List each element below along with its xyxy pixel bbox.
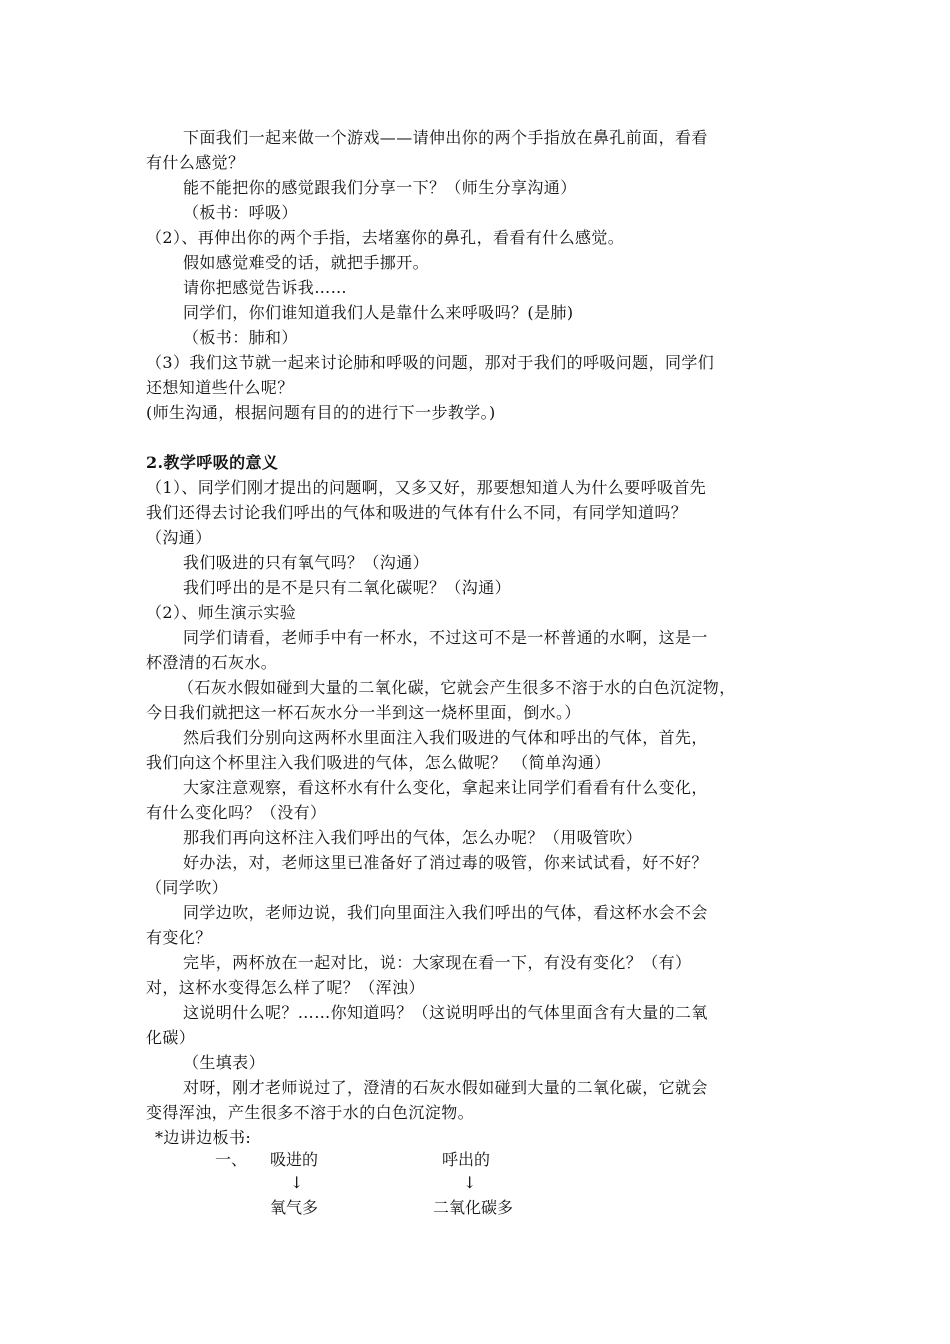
text-line: （1）、同学们刚才提出的问题啊，又多又好，那要想知道人为什么要呼吸首先 [146, 478, 707, 497]
text-line: （2）、再伸出你的两个手指，去堵塞你的鼻孔，看看有什么感觉。 [146, 228, 625, 247]
text-line: 我们向这个杯里注入我们吸进的气体，怎么做呢？ （简单沟通） [146, 753, 611, 772]
text-line: 有什么变化吗？（没有） [146, 803, 327, 822]
text-line: 完毕，两杯放在一起对比，说：大家现在看一下，有没有变化？（有） [183, 953, 692, 972]
text-line: 对呀，刚才老师说过了，澄清的石灰水假如碰到大量的二氧化碳，它就会 [183, 1078, 708, 1097]
text-line: （3）我们这节就一起来讨论肺和呼吸的问题，那对于我们的呼吸问题，同学们 [146, 353, 715, 372]
text-line: 我们吸进的只有氧气吗？（沟通） [183, 553, 430, 572]
text-line: 今日我们就把这一杯石灰水分一半到这一烧杯里面，倒水。） [146, 703, 581, 722]
text-line: （板书：肺和） [183, 328, 298, 347]
text-line: （沟通） [146, 528, 212, 547]
down-arrow-icon: ↓ [463, 1173, 477, 1192]
section-heading: 2.教学呼吸的意义 [146, 453, 279, 472]
text-line: 请你把感觉告诉我…… [183, 278, 348, 297]
text-line: 大家注意观察，看这杯水有什么变化，拿起来让同学们看看有什么变化， [183, 778, 708, 797]
text-line: 那我们再向这杯注入我们呼出的气体，怎么办呢？（用吸管吹） [183, 828, 643, 847]
diagram-number: 一、 [215, 1150, 248, 1169]
text-line: 同学们，你们谁知道我们人是靠什么来呼吸吗？(是肺) [183, 303, 574, 322]
text-line: 还想知道些什么呢？ [146, 378, 294, 397]
text-line: *边讲边板书: [155, 1128, 252, 1147]
text-line: 杯澄清的石灰水。 [146, 653, 278, 672]
diagram-right-result: 二氧化碳多 [433, 1198, 514, 1217]
diagram-left-label: 吸进的 [270, 1150, 319, 1169]
text-line: 下面我们一起来做一个游戏——请伸出你的两个手指放在鼻孔前面，看看 [183, 128, 708, 147]
text-line: 好办法，对，老师这里已准备好了消过毒的吸管，你来试试看，好不好？ [183, 853, 708, 872]
text-line: (师生沟通，根据问题有目的的进行下一步教学。) [146, 403, 496, 422]
text-line: （同学吹） [146, 878, 229, 897]
text-line: 我们呼出的是不是只有二氧化碳呢？（沟通） [183, 578, 512, 597]
text-line: 对，这杯水变得怎么样了呢？（浑浊） [146, 978, 425, 997]
text-line: 能不能把你的感觉跟我们分享一下？（师生分享沟通） [183, 178, 577, 197]
diagram-right-label: 呼出的 [442, 1150, 491, 1169]
text-line: 化碳） [146, 1028, 196, 1047]
text-line: 有变化？ [146, 928, 212, 947]
text-line: 这说明什么呢？……你知道吗？（这说明呼出的气体里面含有大量的二氧 [183, 1003, 708, 1022]
text-line: 同学们请看，老师手中有一杯水，不过这可不是一杯普通的水啊，这是一 [183, 628, 708, 647]
text-line: （板书：呼吸） [183, 203, 298, 222]
diagram-left-result: 氧气多 [270, 1198, 319, 1217]
text-line: 变得浑浊，产生很多不溶于水的白色沉淀物。 [146, 1103, 475, 1122]
text-line: 同学边吹，老师边说，我们向里面注入我们呼出的气体，看这杯水会不会 [183, 903, 708, 922]
text-line: 有什么感觉？ [146, 153, 245, 172]
text-line: 假如感觉难受的话，就把手挪开。 [183, 253, 430, 272]
text-line: （2）、师生演示实验 [146, 603, 297, 622]
down-arrow-icon: ↓ [290, 1173, 304, 1192]
text-line: 然后我们分别向这两杯水里面注入我们吸进的气体和呼出的气体，首先， [183, 728, 708, 747]
text-line: （生填表） [183, 1053, 266, 1072]
text-line: 我们还得去讨论我们呼出的气体和吸进的气体有什么不同，有同学知道吗？ [146, 503, 688, 522]
text-line: （石灰水假如碰到大量的二氧化碳，它就会产生很多不溶于水的白色沉淀物， [178, 678, 736, 697]
